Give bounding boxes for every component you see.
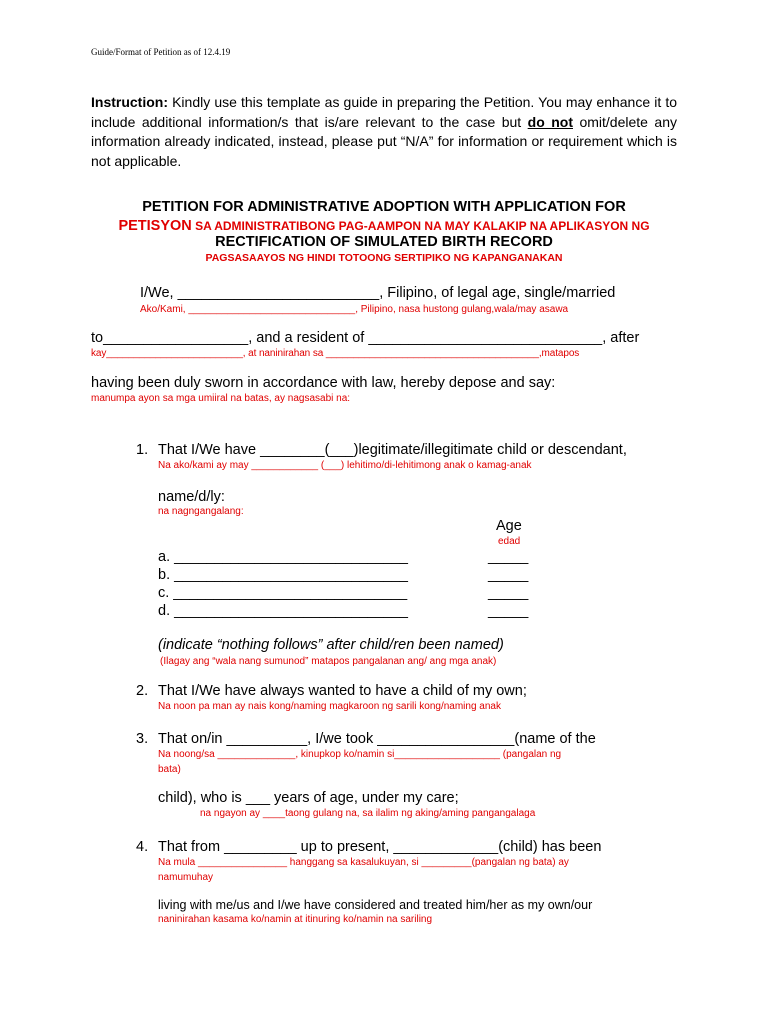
intro-line2: to__________________, and a resident of _____________________________, after [91, 330, 640, 346]
instruction-paragraph [91, 93, 677, 171]
title-line1: PETITION FOR ADMINISTRATIVE ADOPTION WITH APPLICATION FOR [142, 199, 626, 215]
child-row-a: a. _____________________________ [158, 549, 408, 565]
intro-line1: I/We, _________________________, Filipino, of legal age, single/married [140, 285, 616, 301]
child-row-d: d. _____________________________ [158, 603, 408, 619]
child-age-a: _____ [488, 549, 529, 565]
intro-line1-translation: Ako/Kami, ______________________________, Pilipino, nasa hustong gulang,wala/may asawa [140, 304, 569, 315]
item1-note: (indicate “nothing follows” after child/ren been named) [158, 637, 504, 653]
item4-translation-cont: namumuhay [158, 872, 214, 883]
instruction-label: Instruction: [91, 94, 168, 110]
intro-line3-translation: manumpa ayon sa mga umiiral na batas, ay nagsasabi na: [91, 393, 351, 404]
item2-text: That I/We have always wanted to have a child of my own; [158, 683, 527, 699]
child-age-d: _____ [488, 603, 529, 619]
item3-number: 3. [136, 731, 149, 747]
child-row-c: c. _____________________________ [158, 585, 408, 601]
item4-text: That from _________ up to present, _____________(child) has been [158, 839, 602, 855]
age-translation: edad [498, 536, 521, 547]
title-line2-translation: PAGSASAAYOS NG HINDI TOTOONG SERTIPIKO NG KAPANGANAKAN [205, 252, 563, 264]
instruction-text-before: Kindly use this template as guide in preparing the Petition. You may enhance it to include additional information/s that is/are relevant to the case but [91, 94, 677, 130]
child-row-b: b. _____________________________ [158, 567, 408, 583]
item1-text: That I/We have ________(___)legitimate/illegitimate child or descendant, [158, 442, 627, 458]
guide-header: Guide/Format of Petition as of 12.4.19 [91, 47, 231, 57]
item4-continuation-translation: naninirahan kasama ko/namin at itinuring ko/namin na sariling [158, 914, 433, 925]
child-age-b: _____ [488, 567, 529, 583]
item2-translation: Na noon pa man ay nais kong/naming magkaroon ng sarili kong/naming anak [158, 701, 501, 712]
item3-translation: Na noong/sa ______________, kinupkop ko/namin si___________________ (pangalan ng [158, 749, 562, 760]
intro-line2-translation: kay_________________________, at naninirahan sa _______________________________________,matapos [91, 348, 580, 359]
item3-translation-cont: bata) [158, 764, 181, 775]
item4-continuation: living with me/us and I/we have considered and treated him/her as my own/our [158, 898, 593, 912]
instruction-text-after: omit/delete any information already indicated, instead, please put “N/A” for information or requirement which is not applicable. [91, 113, 677, 169]
item1-name-translation: na nagngangalang: [158, 506, 244, 517]
item1-note-translation: (Ilagay ang “wala nang sumunod” matapos pangalanan ang/ ang mga anak) [160, 656, 497, 667]
item4-number: 4. [136, 839, 149, 855]
instruction-emphasis: do not [527, 113, 573, 130]
title-line1-translation-lead: PETISYON [118, 218, 192, 234]
item4-translation: Na mula ________________ hanggang sa kasalukuyan, si _________(pangalan ng bata) ay [158, 857, 569, 868]
title-line1-translation [0, 218, 768, 234]
item3-text: That on/in __________, I/we took _________________(name of the [158, 731, 596, 747]
age-label: Age [496, 518, 522, 534]
child-age-c: _____ [488, 585, 529, 601]
intro-line3: having been duly sworn in accordance with law, hereby depose and say: [91, 375, 556, 391]
item3-continuation-translation: na ngayon ay ____taong gulang na, sa ilalim ng aking/aming pangangalaga [200, 808, 536, 819]
item3-continuation: child), who is ___ years of age, under my care; [158, 790, 459, 806]
item1-name-label: name/d/ly: [158, 489, 225, 505]
item2-number: 2. [136, 683, 149, 699]
title-line2: RECTIFICATION OF SIMULATED BIRTH RECORD [215, 234, 553, 250]
item1-number: 1. [136, 442, 149, 458]
item1-translation: Na ako/kami ay may ____________ (___) lehitimo/di-lehitimong anak o kamag-anak [158, 460, 532, 471]
title-line1-translation-rest: SA ADMINISTRATIBONG PAG-AAMPON NA MAY KALAKIP NA APLIKASYON NG [191, 219, 650, 233]
